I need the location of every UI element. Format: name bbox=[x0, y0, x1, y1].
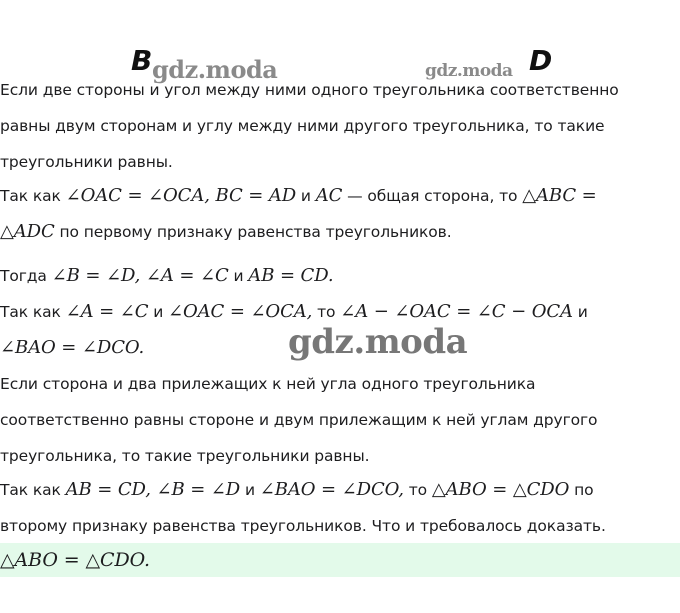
proof-line-5 bbox=[0, 222, 452, 242]
math: AB = CD. bbox=[248, 265, 334, 286]
proof-line-6 bbox=[0, 266, 334, 286]
text: то bbox=[408, 481, 428, 499]
math: △ADC bbox=[0, 221, 55, 242]
text: — общая сторона, то bbox=[347, 187, 518, 205]
theorem-sas-line2: равны двум сторонам и углу между ними другого треугольника, то такие bbox=[0, 117, 605, 135]
watermark-center: gdz.moda bbox=[288, 322, 468, 362]
proof-line-8 bbox=[0, 338, 144, 358]
point-label-d: D bbox=[529, 44, 553, 77]
text: то bbox=[317, 303, 336, 321]
text: и bbox=[244, 481, 255, 499]
math: △ABO = △CDO bbox=[431, 479, 570, 500]
text: и bbox=[153, 303, 164, 321]
math: ∠A − ∠OAC = ∠C − OCA bbox=[340, 301, 573, 322]
math: ∠OAC = ∠OCA, bbox=[168, 301, 313, 322]
watermark-top-left: gdz.moda bbox=[152, 55, 278, 84]
answer-math: △ABO = △CDO. bbox=[0, 549, 150, 571]
proof-line-13: второму признаку равенства треугольников. Что и требовалось доказать. bbox=[0, 517, 606, 535]
text: по первому признаку равенства треугольников. bbox=[59, 223, 452, 241]
math: ∠BAO = ∠DCO. bbox=[0, 337, 145, 358]
proof-line-4 bbox=[0, 186, 597, 206]
text: и bbox=[577, 303, 588, 321]
text: Так как bbox=[0, 481, 61, 499]
proof-line-12 bbox=[0, 480, 593, 500]
math: AC bbox=[315, 185, 343, 206]
theorem-sas-line3: треугольники равны. bbox=[0, 153, 173, 171]
text: Тогда bbox=[0, 267, 47, 285]
text: и bbox=[233, 267, 244, 285]
text: по bbox=[574, 481, 594, 499]
point-label-b: B bbox=[131, 44, 153, 77]
theorem-asa-line2: соответственно равны стороне и двум прилежащим к ней углам другого bbox=[0, 411, 598, 429]
watermark-top-right: gdz.moda bbox=[425, 61, 513, 81]
text: Так как bbox=[0, 303, 61, 321]
theorem-sas-line1: Если две стороны и угол между ними одного треугольника соответственно bbox=[0, 81, 619, 99]
theorem-asa-line3: треугольника, то такие треугольники равны. bbox=[0, 447, 370, 465]
text: Так как bbox=[0, 187, 61, 205]
proof-line-7 bbox=[0, 302, 588, 322]
math: AB = CD, ∠B = ∠D bbox=[65, 479, 241, 500]
text: и bbox=[300, 187, 311, 205]
math: ∠B = ∠D, ∠A = ∠C bbox=[51, 265, 229, 286]
math: △ABC = bbox=[522, 185, 597, 206]
theorem-asa-line1: Если сторона и два прилежащих к ней угла одного треугольника bbox=[0, 375, 536, 393]
answer-line bbox=[0, 550, 150, 571]
math: ∠A = ∠C bbox=[65, 301, 149, 322]
math: ∠OAC = ∠OCA, BC = AD bbox=[65, 185, 297, 206]
math: ∠BAO = ∠DCO, bbox=[259, 479, 404, 500]
